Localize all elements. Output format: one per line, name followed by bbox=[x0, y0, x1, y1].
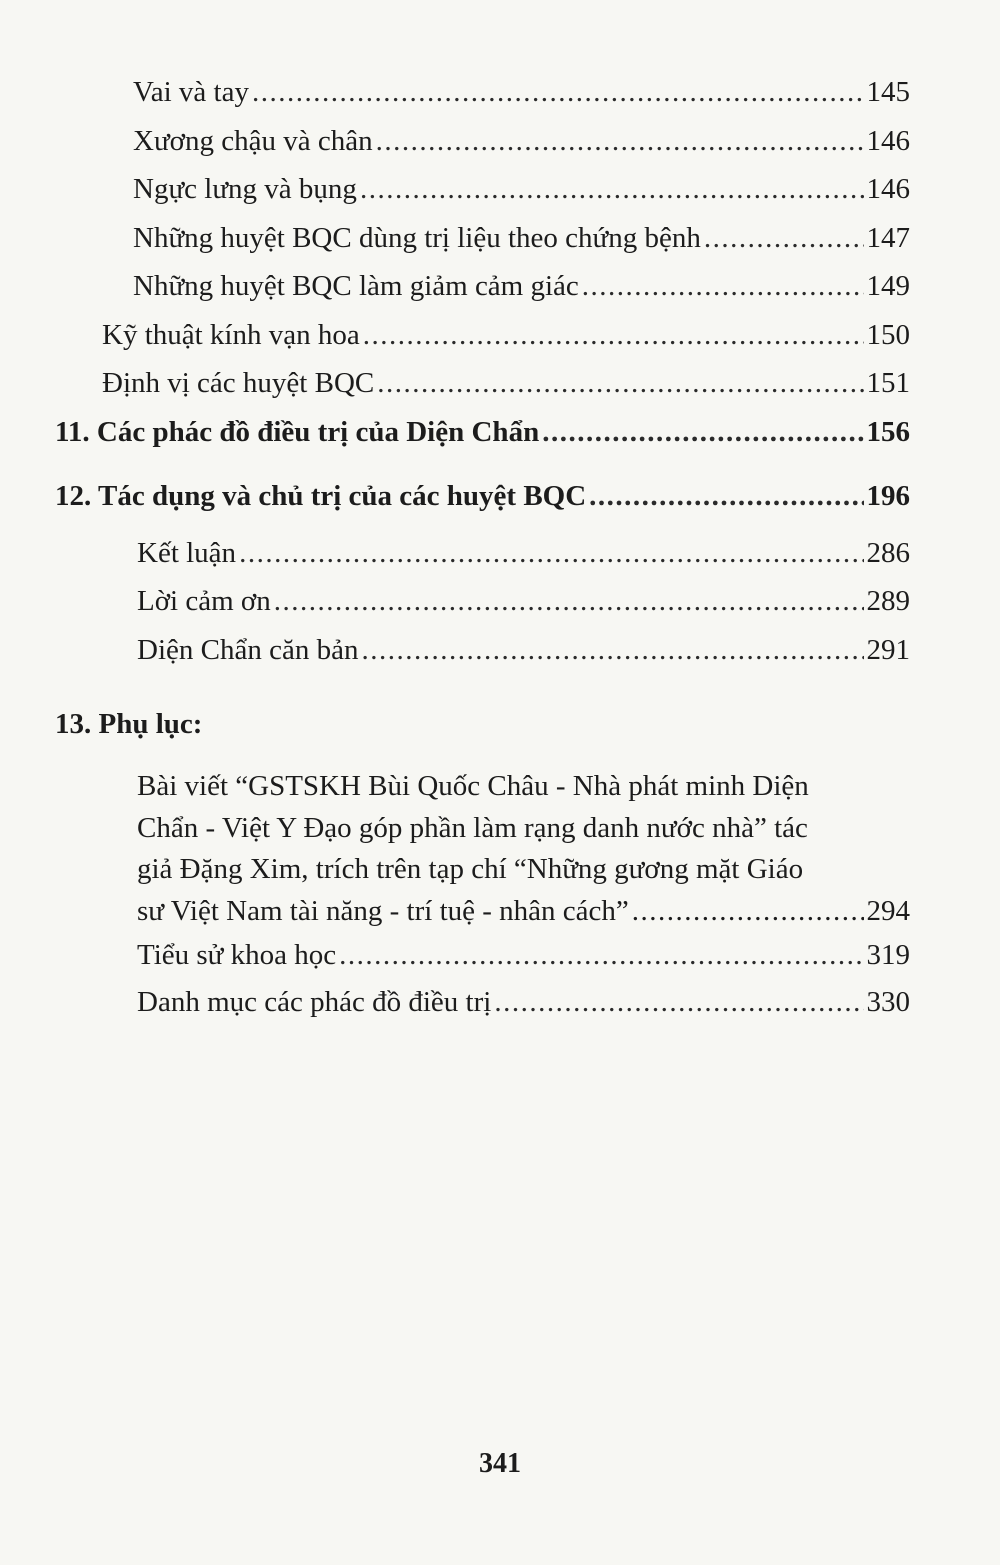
article-line: sư Việt Nam tài năng - trí tuệ - nhân cách” bbox=[137, 894, 629, 927]
page-number: 341 bbox=[479, 1448, 521, 1479]
toc-chapter-13 bbox=[55, 700, 910, 748]
appendix-article-entry bbox=[55, 766, 910, 932]
toc-entry-title: Định vị các huyệt BQC bbox=[102, 367, 375, 399]
toc-entry bbox=[55, 311, 910, 360]
dot-leader bbox=[494, 979, 863, 1026]
toc-entry-title: Những huyệt BQC làm giảm cảm giác bbox=[133, 270, 579, 302]
dot-leader bbox=[274, 577, 864, 626]
toc-entry bbox=[55, 262, 910, 311]
toc-entry-page: 146 bbox=[866, 173, 910, 205]
dot-leader bbox=[376, 117, 864, 166]
chapter-title: 12. Tác dụng và chủ trị của các huyệt BQC bbox=[55, 480, 587, 512]
toc-entry-page: 151 bbox=[866, 367, 910, 399]
toc-entry-page: 145 bbox=[866, 76, 910, 108]
toc-entry bbox=[55, 529, 910, 578]
dot-leader bbox=[632, 891, 864, 933]
toc-entry bbox=[55, 979, 910, 1026]
toc-entry-title: Tiểu sử khoa học bbox=[137, 939, 337, 971]
article-line: Chẩn - Việt Y Đạo góp phần làm rạng danh nước nhà” tác bbox=[137, 811, 808, 844]
toc-entry-page: 150 bbox=[866, 318, 910, 351]
toc-entry-page: 319 bbox=[866, 939, 910, 971]
chapter-page: 156 bbox=[866, 415, 910, 448]
article-line: Bài viết “GSTSKH Bùi Quốc Châu - Nhà phát minh Diện bbox=[137, 770, 809, 802]
toc-entry-page: 330 bbox=[866, 986, 910, 1018]
toc-entry bbox=[55, 932, 910, 979]
toc-entry bbox=[55, 68, 910, 117]
dot-leader bbox=[589, 472, 863, 521]
toc-entry-title: Vai và tay bbox=[133, 76, 249, 108]
toc-entry-page: 294 bbox=[866, 894, 910, 927]
toc-entry bbox=[55, 165, 910, 214]
dot-leader bbox=[360, 165, 864, 214]
toc-entry-title: Danh mục các phác đồ điều trị bbox=[137, 986, 492, 1018]
dot-leader bbox=[704, 214, 864, 263]
dot-leader bbox=[377, 359, 863, 408]
dot-leader bbox=[582, 262, 864, 311]
toc-entry-title: Xương chậu và chân bbox=[133, 124, 373, 157]
toc-entry-title: Diện Chẩn căn bản bbox=[137, 633, 359, 666]
toc-chapter-12 bbox=[55, 472, 910, 521]
article-last-line bbox=[137, 891, 910, 933]
toc-entry-page: 289 bbox=[866, 585, 910, 617]
chapter-page: 196 bbox=[866, 480, 910, 512]
article-line: giả Đặng Xim, trích trên tạp chí “Những gương mặt Giáo bbox=[137, 853, 804, 885]
toc-entry-title: Kết luận bbox=[137, 536, 237, 569]
toc-entry-page: 146 bbox=[866, 124, 910, 157]
dot-leader bbox=[239, 529, 863, 578]
dot-leader bbox=[339, 932, 863, 979]
toc-entry-title: Lời cảm ơn bbox=[137, 585, 271, 617]
toc-entry-page: 149 bbox=[866, 270, 910, 302]
toc-entry-title: Kỹ thuật kính vạn hoa bbox=[102, 318, 360, 351]
toc-entry-page: 147 bbox=[866, 221, 910, 254]
toc-entry bbox=[55, 626, 910, 675]
dot-leader bbox=[361, 626, 863, 675]
toc-chapter-11 bbox=[55, 408, 910, 457]
dot-leader bbox=[363, 311, 864, 360]
toc-entry bbox=[55, 117, 910, 166]
table-of-contents bbox=[55, 68, 910, 1026]
toc-entry bbox=[55, 214, 910, 263]
toc-entry-page: 286 bbox=[866, 536, 910, 569]
toc-entry bbox=[55, 359, 910, 408]
chapter-title: 13. Phụ lục: bbox=[55, 708, 203, 740]
toc-entry-title: Những huyệt BQC dùng trị liệu theo chứng bệnh bbox=[133, 221, 701, 254]
chapter-title: 11. Các phác đồ điều trị của Diện Chẩn bbox=[55, 415, 540, 448]
dot-leader bbox=[252, 68, 864, 117]
toc-entry-title: Ngực lưng và bụng bbox=[133, 173, 357, 205]
dot-leader bbox=[542, 408, 863, 457]
toc-entry bbox=[55, 577, 910, 626]
toc-entry-page: 291 bbox=[866, 633, 910, 666]
